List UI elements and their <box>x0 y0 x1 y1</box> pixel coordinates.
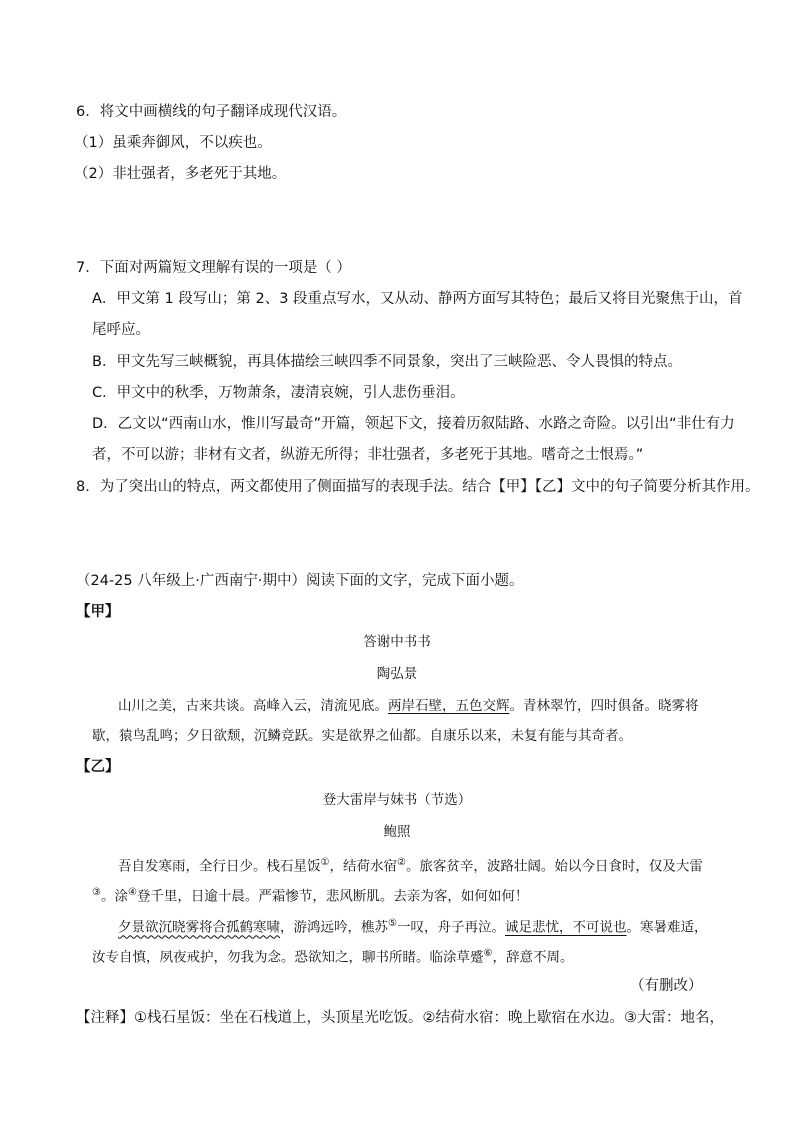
yi-underlined: 诚足悲忧，不可说也 <box>504 919 627 936</box>
yi-line-2: ③。涂④登千里，日逾十晨。严霜惨节，悲风断肌。去亲为客，如何如何！ <box>92 887 529 905</box>
q7-option-d-line2: 者，不可以游；非材有文者，纵游无所得；非壮强者，多老死于其地。嗜奇之士恨焉。” <box>92 447 644 463</box>
q8-title: 8．为了突出山的特点，两文都使用了侧面描写的表现手法。结合【甲】【乙】文中的句子简要分析其作用。 <box>76 479 760 495</box>
q7-option-d-line1: D．乙文以“西南山水，惟川写最奇”开篇，领起下文，接着历叙陆路、水路之奇险。以引出“非仕有力 <box>92 416 735 432</box>
yi-author: 鲍照 <box>383 824 411 840</box>
yi-line-3: 夕景欲沉晓雾将合孤鹤寒啸，游鸿远吟，樵苏⑤一叹，舟子再泣。诚足悲忧，不可说也。寒暑难适， <box>118 918 708 936</box>
q7-option-a-line2: 尾呼应。 <box>92 322 150 338</box>
annotations: 【注释】①栈石星饭：坐在石栈道上，头顶星光吃饭。②结荷水宿：晚上歇宿在水边。③大雷：地名， <box>76 1010 724 1026</box>
q6-sub-2: （2）非壮强者，多老死于其地。 <box>74 166 287 182</box>
q6-title: 6．将文中画横线的句子翻译成现代汉语。 <box>76 104 347 120</box>
q7-option-a-line1: A．甲文第 1 段写山；第 2、3 段重点写水，又从动、静两方面写其特色；最后又将目光聚焦于山，首 <box>92 291 743 307</box>
yi-wavy-underlined: 夕景欲沉晓雾将合孤鹤寒啸 <box>118 919 280 936</box>
edited-note: （有删改） <box>630 978 703 994</box>
jia-author: 陶弘景 <box>376 666 418 682</box>
yi-line-4: 汝专自慎，夙夜戒护，勿我为念。恐欲知之，聊书所睹。临涂草蹙⑥，辞意不周。 <box>92 948 574 966</box>
yi-label: 【乙】 <box>76 759 120 775</box>
q7-title: 7．下面对两篇短文理解有误的一项是（ ） <box>76 260 351 276</box>
jia-line-2: 歇，猿鸟乱鸣；夕日欲颓，沉鳞竞跃。实是欲界之仙都。自康乐以来，未复有能与其奇者。 <box>92 728 632 744</box>
jia-line-1: 山川之美，古来共谈。高峰入云，清流见底。两岸石壁，五色交辉。青林翠竹，四时俱备。晓雾将 <box>118 698 699 714</box>
jia-underlined-phrase: 两岸石壁，五色交辉 <box>388 698 510 714</box>
q7-option-b: B．甲文先写三峡概貌，再具体描绘三峡四季不同景象，突出了三峡险恶、令人畏惧的特点。 <box>92 354 682 370</box>
q6-sub-1: （1）虽乘奔御风，不以疾也。 <box>74 135 272 151</box>
jia-title: 答谢中书书 <box>363 634 431 650</box>
q7-option-c: C．甲文中的秋季，万物萧条，凄清哀婉，引人悲伤垂泪。 <box>92 385 465 401</box>
passage-intro: （24-25 八年级上·广西南宁·期中）阅读下面的文字，完成下面小题。 <box>76 573 524 589</box>
jia-label: 【甲】 <box>76 604 120 620</box>
yi-title: 登大雷岸与妹书（节选） <box>322 792 472 808</box>
yi-line-1: 吾自发寒雨，全行日少。栈石星饭①，结荷水宿②。旅客贫辛，波路壮阔。始以今日食时，仅及大雷 <box>118 857 703 875</box>
